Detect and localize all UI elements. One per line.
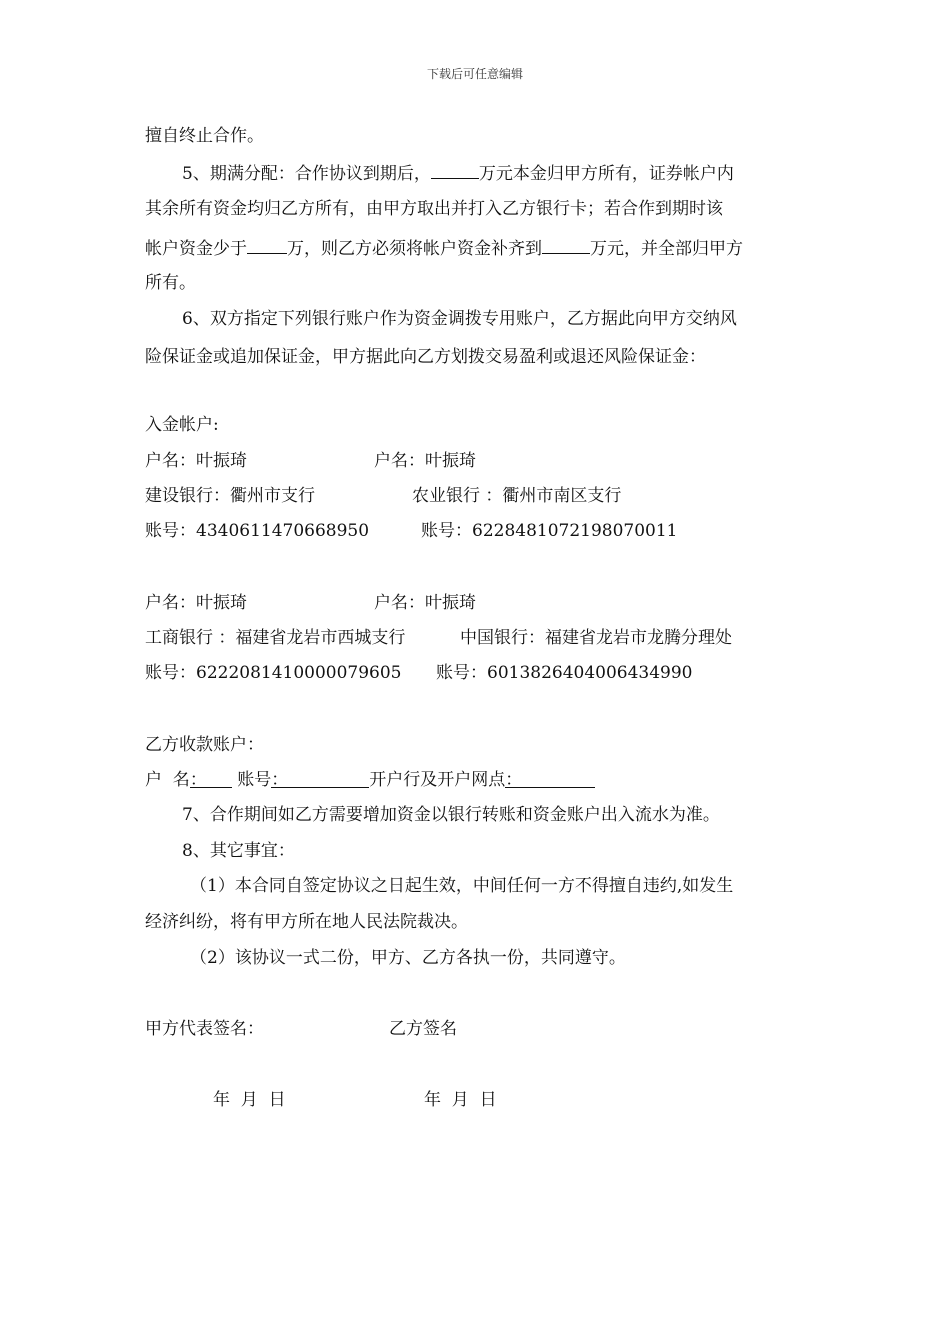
clause-8-title: 8、其它事宜：: [182, 841, 295, 861]
clause-8-1-line2: 经济纠纷，将有甲方所在地人民法院裁决。: [145, 912, 468, 932]
receive-branch-blank: [505, 769, 595, 788]
account1-left-bank: 建设银行：衢州市支行: [145, 486, 315, 506]
clause-5-line2: 其余所有资金均归乙方所有，由甲方取出并打入乙方银行卡；若合作到期时该: [145, 199, 723, 219]
party-b-signature-label: 乙方签名: [389, 1019, 457, 1039]
receive-branch-label: 开户行及开户网点: [369, 770, 506, 790]
receive-account-colon: ：: [271, 770, 289, 790]
blank-principal: [431, 160, 479, 179]
party-a-signature-label: 甲方代表签名：: [145, 1019, 264, 1039]
account1-left-number: 账号：4340611470668950: [145, 521, 370, 541]
receive-branch-colon: ：: [505, 770, 523, 790]
receive-account-label: 账号: [237, 770, 272, 790]
receive-name-label: 户 名: [145, 770, 190, 790]
receive-name-blank: [190, 769, 232, 788]
clause-6-line1: 6、双方指定下列银行账户作为资金调拨专用账户，乙方据此向甲方交纳风: [182, 309, 737, 329]
party-b-date: 年 月 日: [424, 1090, 497, 1110]
page-header: 下载后可任意编辑: [426, 67, 523, 81]
receive-account-blank: [271, 769, 369, 788]
receive-name-colon: ：: [189, 770, 207, 790]
clause-6-line2: 险保证金或追加保证金，甲方据此向乙方划拨交易盈利或退还风险保证金：: [145, 347, 706, 367]
clause-5-line3: [145, 235, 743, 260]
paragraph-continuation: 擅自终止合作。: [145, 126, 264, 146]
account1-right-name: 户名：叶振琦: [374, 451, 476, 471]
blank-min-funds: [247, 235, 287, 254]
clause-5-text-d: 万，则乙方必须将帐户资金补齐到: [287, 239, 542, 259]
account1-left-name: 户名：叶振琦: [145, 451, 247, 471]
account2-left-bank: 工商银行 ：福建省龙岩市西城支行: [145, 628, 406, 648]
clause-5-text-b: 万元本金归甲方所有，证券帐户内: [478, 164, 734, 184]
clause-5-line1: [182, 160, 734, 185]
account1-right-number: 账号：6228481072198070011: [421, 521, 678, 541]
account2-left-name: 户名：叶振琦: [145, 593, 247, 613]
clause-7: 7、合作期间如乙方需要增加资金以银行转账和资金账户出入流水为准。: [182, 805, 720, 825]
account2-left-number: 账号：6222081410000079605: [145, 663, 402, 683]
account2-right-number: 账号：6013826404006434990: [436, 663, 693, 683]
clause-5-text-a: 5、期满分配：合作协议到期后，: [182, 164, 431, 184]
blank-topup: [542, 235, 590, 254]
party-a-date: 年 月 日: [213, 1090, 286, 1110]
receive-account-title: 乙方收款账户：: [145, 735, 264, 755]
receive-account-fields: [145, 769, 595, 791]
clause-8-1-line1: （1）本合同自签定协议之日起生效，中间任何一方不得擅自违约,如发生: [190, 876, 734, 896]
deposit-account-title: 入金帐户:: [145, 415, 219, 435]
clause-5-text-c: 帐户资金少于: [145, 239, 247, 259]
account2-right-bank: 中国银行：福建省龙岩市龙腾分理处: [460, 628, 732, 648]
clause-5-line4: 所有。: [145, 273, 196, 293]
account2-right-name: 户名：叶振琦: [374, 593, 476, 613]
account1-right-bank: 农业银行 ：衢州市南区支行: [412, 486, 622, 506]
clause-8-2: （2）该协议一式二份，甲方、乙方各执一份，共同遵守。: [190, 948, 626, 968]
clause-5-text-e: 万元，并全部归甲方: [590, 239, 743, 259]
